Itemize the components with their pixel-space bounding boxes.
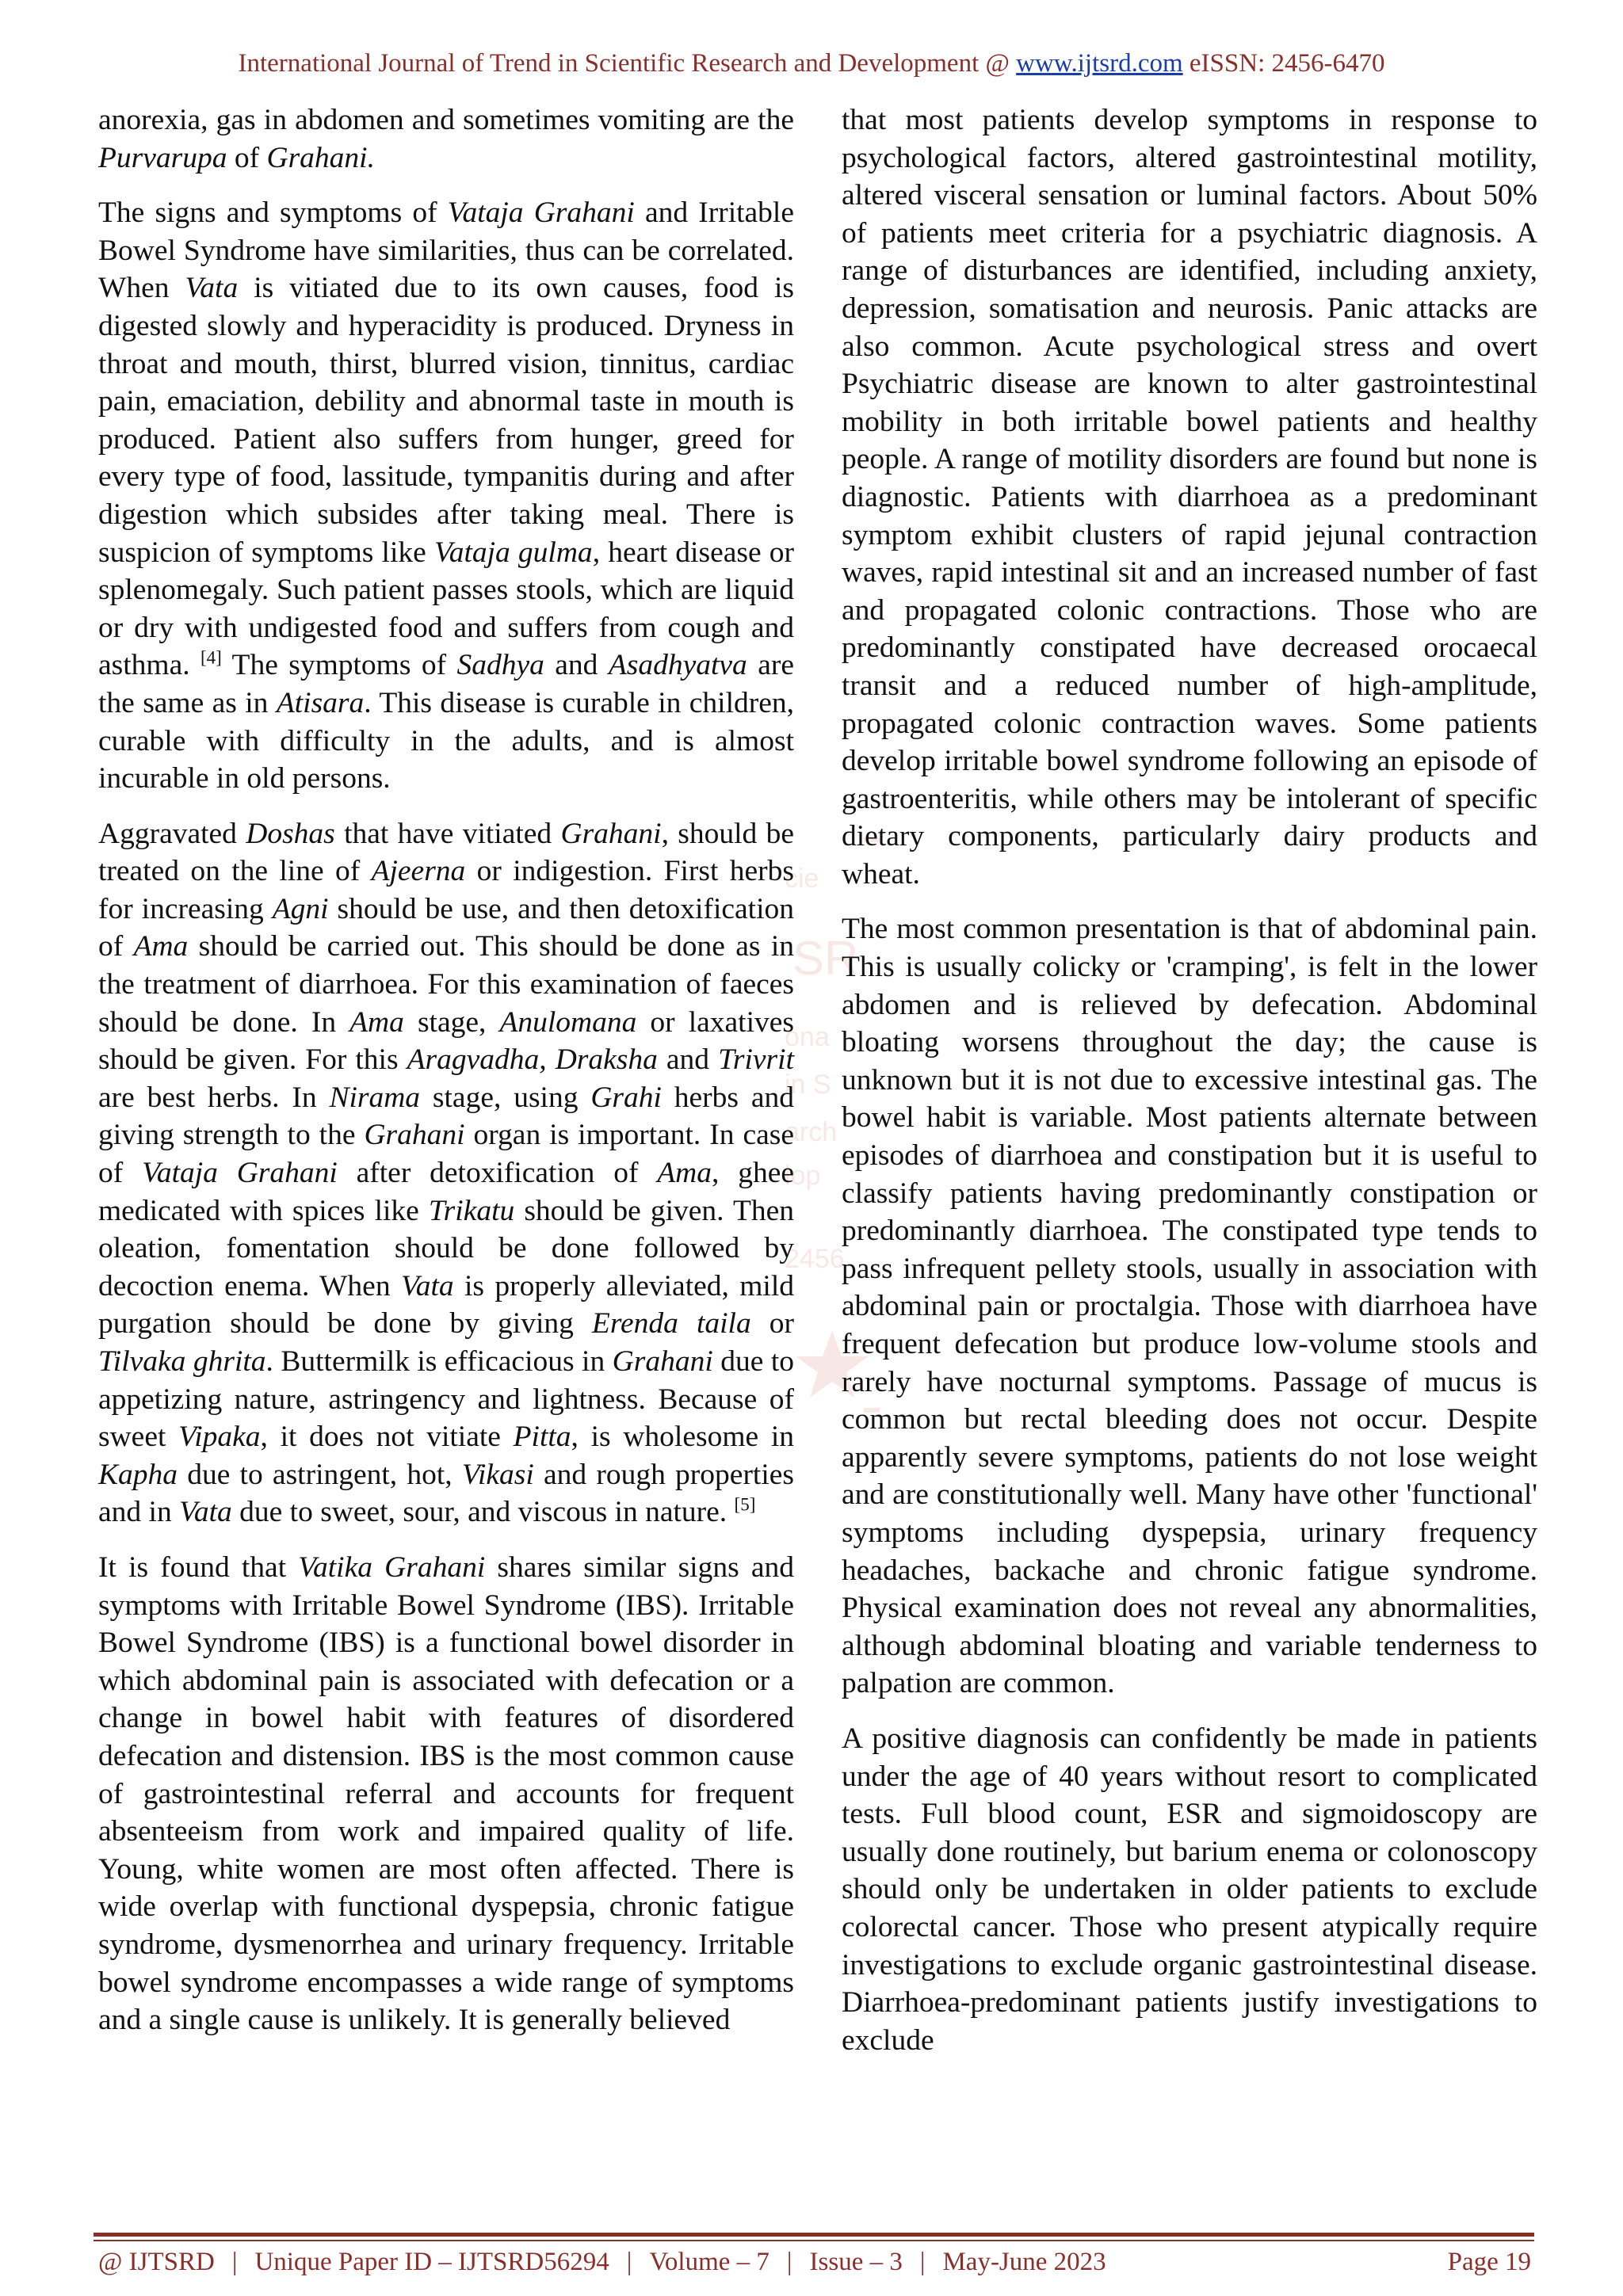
text-run: shares similar signs and symptoms with Irritable Bowel Syndrome (IBS). Irritable Bowel Syndrome (IBS) is a functional bowel disorder in which abdominal pain is associated with defecation or a change in bowel habit with features of disordered defecation and distension. IBS is the most common cause of gastrointestinal referral and accounts for frequent absenteeism from work and impaired quality of life. Young, white women are most often affected. There is wide overlap with functional dyspepsia, chronic fatigue syndrome, dysmenorrhea and urinary frequency. Irritable bowel syndrome encompasses a wide range of symptoms and a single cause is unlikely. It is generally believed [98,1550,794,2037]
watermark-fragment: arch [785,1117,838,1147]
running-footer [98,2248,1531,2277]
italic-term: Vataja Grahani [142,1157,338,1190]
text-run: are the same as in [98,649,794,719]
right-column [842,101,1537,2077]
text-run: are best herbs. In [98,1081,330,1114]
italic-term: Trivrit [718,1043,794,1077]
left-column [98,101,794,2057]
text-run: A positive diagnosis can confidently be made in patients under the age of 40 years without resort to complicated tests. Full blood count, ESR and sigmoidoscopy are usually done routinely, but barium enema or colonoscopy should only be undertaken in older patients to exclude colorectal cancer. Those who present atypically require investigations to exclude organic gastrointestinal disease. Diarrhoea-predominant patients justify investigations to exclude [842,1722,1537,2057]
text-run: , ghee medicated with spices like [98,1157,794,1227]
watermark-fragment: in S [785,1070,831,1100]
text-run: stage, using [420,1081,591,1114]
italic-term: Vata [400,1269,454,1302]
italic-term: Vata [179,1496,232,1529]
italic-term: Aragvadha, Draksha [407,1043,658,1077]
text-run: should be given. Then oleation, fomentation should be done followed by decoction enema. When [98,1194,794,1302]
italic-term: Vipaka [178,1421,261,1454]
text-run: and Irritable Bowel Syndrome have similarities, thus can be correlated. When [98,196,794,305]
text-run: and rough properties and in [98,1458,795,1529]
text-run: The symptoms of [221,649,457,682]
italic-term: Ama [657,1157,712,1190]
text-run: or laxatives should be given. For this [98,1005,794,1077]
footer-separator: | [626,2248,632,2276]
watermark-fragment: SR [792,932,859,985]
watermark-fragment: lop [785,1161,821,1191]
footer-rule-thick [94,2233,1534,2237]
italic-term: Vataja Grahani [447,196,635,230]
text-run: that most patients develop symptoms in response to psychological factors, altered gastrointestinal motility, altered visceral sensation or luminal factors. About 50% of patients meet criteria for a psychiatric diagnosis. A range of disturbances are identified, including anxiety, depression, somatisation and neurosis. Panic attacks are also common. Acute psychological stress and overt Psychiatric disease are known to alter gastrointestinal mobility in both irritable bowel patients and healthy people. A range of motility disorders are found but none is diagnostic. Patients with diarrhoea as a predominant symptom exhibit clusters of rapid jejunal contraction waves, rapid intestinal sit and an increased number of fast and propagated colonic contractions. Those who are predominantly constipated have decreased orocaecal transit and a reduced number of high-amplitude, propagated colonic contraction waves. Some patients develop irritable bowel syndrome following an episode of gastroenteritis, while others may be intolerant of specific dietary components, particularly dairy products and wheat. [842,104,1537,891]
footer-rule-thin [94,2240,1534,2241]
italic-term: Vata [185,272,239,305]
citation-marker[interactable]: [4] [200,647,222,668]
italic-term: Doshas [246,817,335,850]
watermark-fragment: ona [785,1022,830,1052]
italic-term: Pitta [513,1421,571,1454]
footer-page-number: Page 19 [1447,2248,1531,2276]
footer-issue: Issue – 3 [809,2248,903,2276]
text-run: after detoxification of [337,1157,658,1190]
footer-separator: | [919,2248,926,2276]
footer-paper-id: Unique Paper ID – IJTSRD56294 [254,2248,609,2276]
text-run: due to sweet, sour, and viscous in nature. [231,1496,735,1529]
text-run: is vitiated due to its own causes, food is digested slowly and hyperacidity is produced. Dryness in throat and mouth, thirst, blurred vision, tinnitus, cardiac pain, emaciation, debility and abnormal taste in mouth is produced. Patient also suffers from hunger, greed for every type of food, lassitude, tympanitis during and after digestion which subsides after taking meal. There is suspicion of symptoms like [98,272,795,569]
running-header [0,49,1623,78]
header-issn: eISSN: 2456-6470 [1182,49,1385,78]
text-run: or indigestion. First herbs for increasing [98,855,794,925]
footer-journal: @ IJTSRD [98,2248,215,2276]
footer-separator: | [786,2248,792,2276]
header-journal-name: International Journal of Trend in Scientific Research and Development @ [238,49,1017,78]
text-run: , heart disease or splenomegaly. Such patient passes stools, which are liquid or dry with undigested food and suffers from cough and asthma. [98,536,794,682]
italic-term: Atisara [276,686,365,719]
text-run: due to appetizing nature, astringency and lightness. Because of sweet [98,1345,794,1454]
citation-marker[interactable]: [5] [734,1494,756,1515]
text-run: The signs and symptoms of [98,196,448,230]
footer-date: May-June 2023 [942,2248,1106,2276]
italic-term: Trikatu [428,1194,515,1227]
italic-term: Sadhya [456,649,544,682]
text-run: of [227,141,267,174]
text-run: and [544,649,609,682]
text-run: is properly alleviated, mild purgation should be done by giving [98,1269,795,1341]
text-run: , is wholesome in [571,1421,795,1454]
text-run: anorexia, gas in abdomen and sometimes vomiting are the [98,104,794,136]
italic-term: Ama [133,930,189,963]
text-run: , should be treated on the line of [98,817,794,888]
text-run: stage, [403,1005,500,1039]
italic-term: Ama [349,1005,404,1039]
italic-term: Nirama [329,1081,421,1114]
text-run: . Buttermilk is efficacious in [265,1345,613,1378]
italic-term: Grahani [612,1345,713,1378]
italic-term: Vatika Grahani [298,1550,486,1584]
footer-volume: Volume – 7 [649,2248,769,2276]
text-run: and [657,1043,719,1077]
journal-website-link[interactable]: www.ijtsrd.com [1016,49,1183,78]
body-paragraph [98,194,794,798]
body-paragraph [98,101,794,177]
italic-term: Ajeerna [371,855,466,888]
text-run: should be use, and then detoxification of [98,892,794,963]
italic-term: Grahani [560,817,662,850]
italic-term: Tilvaka ghrita [98,1345,266,1378]
text-run: , it does not vitiate [260,1421,514,1454]
italic-term: Erenda taila [591,1307,751,1341]
text-run: herbs and giving strength to the [98,1081,795,1152]
italic-term: Vikasi [461,1458,534,1491]
text-run: The most common presentation is that of abdominal pain. This is usually colicky or 'cramping', is felt in the lower abdomen and is relieved by defecation. Abdominal bloating worsens throughout the day; the cause is unknown but it is not due to excessive intestinal gas. The bowel habit is variable. Most patients alternate between episodes of diarrhoea and constipation but it is useful to classify patients having predominantly constipation or predominantly diarrhoea. The constipated type tends to pass infrequent pellety stools, usually in association with abdominal pain or proctalgia. Those with diarrhoea have frequent defecation but produce low-volume stools and rarely have nocturnal symptoms. Passage of mucus is common but rectal bleeding does not occur. Despite apparently severe symptoms, patients do not lose weight and are constitutionally well. Many have other 'functional' symptoms including dyspepsia, urinary frequency headaches, backache and chronic fatigue syndrome. Physical examination does not reveal any abnormalities, although abdominal bloating and variable tenderness to palpation are common. [842,913,1537,1700]
italic-term: Vataja gulma [433,536,593,569]
italic-term: Kapha [98,1458,178,1491]
italic-term: Anulomana [499,1005,637,1039]
italic-term: Agni [272,892,329,925]
body-paragraph [98,1549,794,2039]
text-run: Aggravated [98,817,246,850]
text-run: organ is important. In case of [98,1119,794,1190]
italic-term: Asadhyatva [608,649,747,682]
body-paragraph [842,101,1537,893]
text-run: or [750,1307,794,1341]
body-paragraph [98,815,794,1531]
italic-term: Grahani. [266,141,375,174]
text-run: should be carried out. This should be done as in the treatment of diarrhoea. For this examination of faeces should be done. In [98,930,794,1039]
footer-separator: | [231,2248,238,2276]
text-run: that have vitiated [334,817,561,850]
body-paragraph [842,910,1537,1702]
italic-term: Grahi [590,1081,662,1114]
watermark-fragment: cie [785,864,819,894]
text-run: due to astringent, hot, [178,1458,462,1491]
text-run: . This disease is curable in children, curable with difficulty in the adults, and is almost incurable in old persons. [98,686,794,795]
watermark-fragment: 2456 [785,1244,845,1274]
italic-term: Grahani [364,1119,465,1152]
italic-term: Purvarupa [98,141,227,174]
text-run: It is found that [98,1550,299,1584]
body-paragraph [842,1720,1537,2059]
